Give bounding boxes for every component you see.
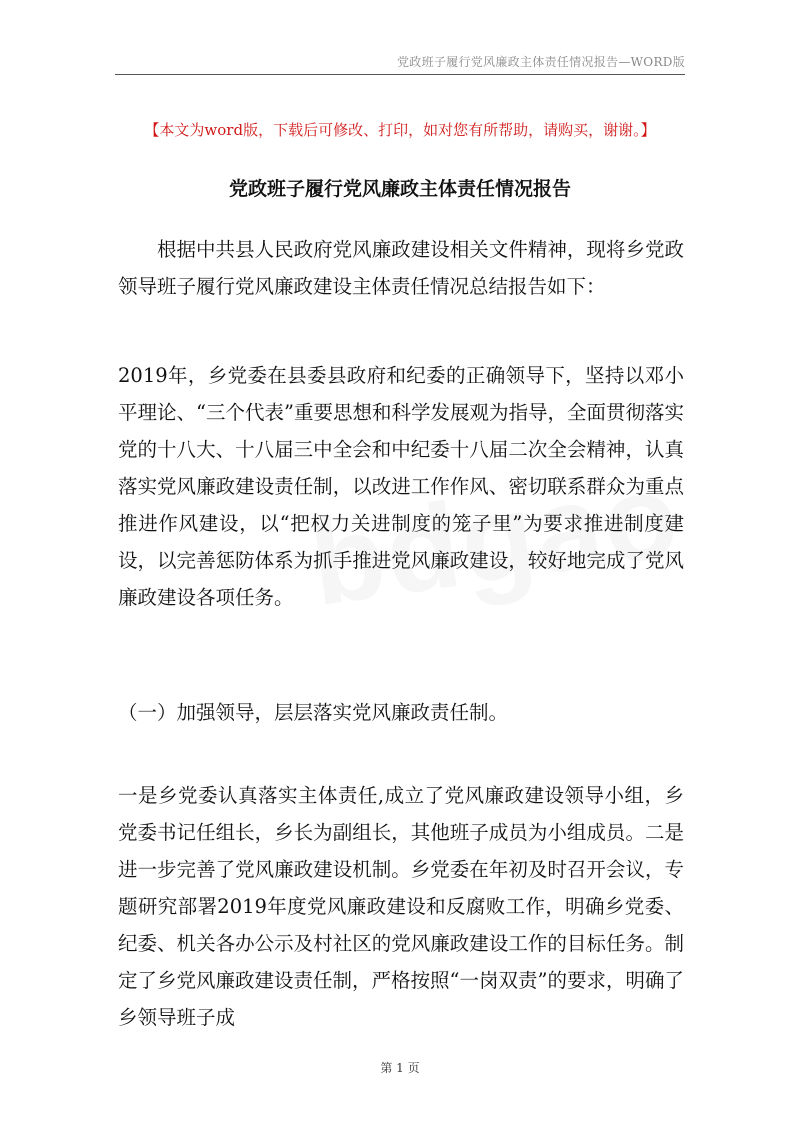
section-heading: （一）加强领导，层层落实党风廉政责任制。 xyxy=(118,701,509,724)
header-divider xyxy=(115,74,685,75)
paragraph-intro: 根据中共县人民政府党风廉政建设相关文件精神，现将乡党政领导班子履行党风廉政建设主体责任情况总结报告如下： xyxy=(118,238,684,298)
paragraph-body: 一是乡党委认真落实主体责任,成立了党风廉政建设领导小组，乡党委书记任组长，乡长为副组长，其他班子成员为小组成员。二是进一步完善了党风廉政建设机制。乡党委在年初及时召开会议，专题研究部署2019年度党风廉政建设和反腐败工作，明确乡党委、纪委、机关各办公示及村社区的党风廉政建设工作的目标任务。制定了乡党风廉政建设责任制，严格按照“一岗双责”的要求，明确了乡领导班子成 xyxy=(118,784,684,1029)
page-number: 第 1 页 xyxy=(380,1061,420,1075)
paragraph-summary: 2019年，乡党委在县委县政府和纪委的正确领导下，坚持以邓小平理论、“三个代表”重要思想和科学发展观为指导，全面贯彻落实党的十八大、十八届三中全会和中纪委十八届二次全会精神，认真落实党风廉政建设责任制，以改进工作作风、密切联系群众为重点推进作风建设，以“把权力关进制度的笼子里”为要求推进制度建设，以完善惩防体系为抓手推进党风廉政建设，较好地完成了党风廉政建设各项任务。 xyxy=(118,364,684,609)
document-title: 党政班子履行党风廉政主体责任情况报告 xyxy=(228,178,571,200)
running-header: 党政班子履行党风廉政主体责任情况报告—WORD版 xyxy=(396,55,685,69)
download-notice: 【本文为word版，下载后可修改、打印，如对您有所帮助，请购买，谢谢。】 xyxy=(144,121,656,139)
